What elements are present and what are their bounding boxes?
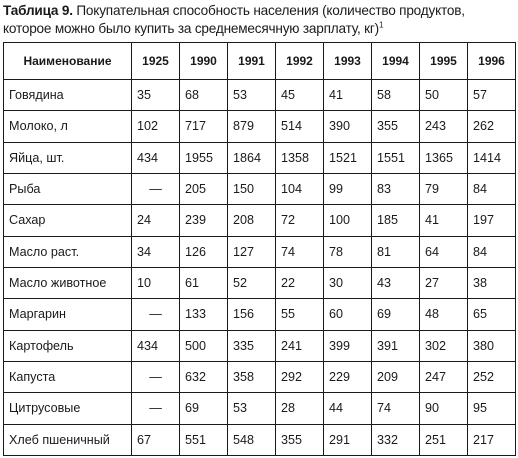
column-header-year: 1994	[372, 43, 420, 80]
value-cell: 34	[132, 236, 180, 267]
value-cell: 67	[132, 424, 180, 455]
table-row	[4, 393, 516, 424]
column-header-name: Наименование	[4, 43, 132, 80]
table-row	[4, 205, 516, 236]
value-cell: 28	[276, 393, 324, 424]
product-name-cell: Капуста	[4, 361, 132, 392]
value-cell: 197	[468, 205, 516, 236]
value-cell: 95	[468, 393, 516, 424]
value-cell: 1358	[276, 142, 324, 173]
value-cell: 126	[180, 236, 228, 267]
value-cell: 61	[180, 267, 228, 298]
value-cell: 58	[372, 80, 420, 111]
value-cell: 292	[276, 361, 324, 392]
value-cell: —	[132, 361, 180, 392]
value-cell: 217	[468, 424, 516, 455]
column-header-year: 1996	[468, 43, 516, 80]
value-cell: 57	[468, 80, 516, 111]
value-cell: 335	[228, 330, 276, 361]
value-cell: 355	[276, 424, 324, 455]
value-cell: 99	[324, 173, 372, 204]
table-row	[4, 111, 516, 142]
value-cell: 551	[180, 424, 228, 455]
product-name-cell: Картофель	[4, 330, 132, 361]
column-header-year: 1991	[228, 43, 276, 80]
value-cell: 48	[420, 299, 468, 330]
product-name-cell: Масло животное	[4, 267, 132, 298]
product-name-cell: Яйца, шт.	[4, 142, 132, 173]
value-cell: 332	[372, 424, 420, 455]
value-cell: 1864	[228, 142, 276, 173]
column-header-year: 1925	[132, 43, 180, 80]
value-cell: 514	[276, 111, 324, 142]
value-cell: 84	[468, 173, 516, 204]
product-name-cell: Хлеб пшеничный	[4, 424, 132, 455]
table-row	[4, 142, 516, 173]
value-cell: 10	[132, 267, 180, 298]
value-cell: 1365	[420, 142, 468, 173]
product-name-cell: Рыба	[4, 173, 132, 204]
column-header-year: 1995	[420, 43, 468, 80]
footnote-marker: 1	[378, 20, 384, 30]
value-cell: 380	[468, 330, 516, 361]
value-cell: 78	[324, 236, 372, 267]
value-cell: —	[132, 173, 180, 204]
value-cell: 24	[132, 205, 180, 236]
value-cell: 632	[180, 361, 228, 392]
value-cell: 90	[420, 393, 468, 424]
product-name-cell: Маргарин	[4, 299, 132, 330]
value-cell: 104	[276, 173, 324, 204]
value-cell: 68	[180, 80, 228, 111]
value-cell: 35	[132, 80, 180, 111]
value-cell: 41	[420, 205, 468, 236]
value-cell: 50	[420, 80, 468, 111]
value-cell: 100	[324, 205, 372, 236]
value-cell: 247	[420, 361, 468, 392]
value-cell: —	[132, 393, 180, 424]
table-row	[4, 424, 516, 455]
value-cell: 81	[372, 236, 420, 267]
value-cell: 64	[420, 236, 468, 267]
table-body	[4, 80, 516, 456]
value-cell: 399	[324, 330, 372, 361]
value-cell: 358	[228, 361, 276, 392]
column-header-year: 1993	[324, 43, 372, 80]
value-cell: 717	[180, 111, 228, 142]
value-cell: 434	[132, 330, 180, 361]
value-cell: 38	[468, 267, 516, 298]
value-cell: 229	[324, 361, 372, 392]
value-cell: 41	[324, 80, 372, 111]
value-cell: 209	[372, 361, 420, 392]
value-cell: 69	[180, 393, 228, 424]
value-cell: 65	[468, 299, 516, 330]
table-row	[4, 267, 516, 298]
value-cell: 43	[372, 267, 420, 298]
value-cell: 1521	[324, 142, 372, 173]
value-cell: 208	[228, 205, 276, 236]
value-cell: 251	[420, 424, 468, 455]
value-cell: 83	[372, 173, 420, 204]
product-name-cell: Говядина	[4, 80, 132, 111]
value-cell: 150	[228, 173, 276, 204]
product-name-cell: Цитрусовые	[4, 393, 132, 424]
value-cell: 53	[228, 393, 276, 424]
value-cell: 879	[228, 111, 276, 142]
value-cell: 44	[324, 393, 372, 424]
table-caption	[3, 2, 515, 38]
value-cell: 434	[132, 142, 180, 173]
purchasing-power-table	[3, 42, 516, 456]
value-cell: 53	[228, 80, 276, 111]
product-name-cell: Масло раст.	[4, 236, 132, 267]
value-cell: 302	[420, 330, 468, 361]
value-cell: 390	[324, 111, 372, 142]
value-cell: 291	[324, 424, 372, 455]
value-cell: 102	[132, 111, 180, 142]
value-cell: 355	[372, 111, 420, 142]
value-cell: 22	[276, 267, 324, 298]
table-row	[4, 236, 516, 267]
value-cell: 45	[276, 80, 324, 111]
value-cell: 500	[180, 330, 228, 361]
table-row	[4, 80, 516, 111]
value-cell: 1414	[468, 142, 516, 173]
value-cell: 1955	[180, 142, 228, 173]
table-row	[4, 299, 516, 330]
value-cell: 243	[420, 111, 468, 142]
table-row	[4, 173, 516, 204]
value-cell: 205	[180, 173, 228, 204]
value-cell: 127	[228, 236, 276, 267]
value-cell: 133	[180, 299, 228, 330]
value-cell: 27	[420, 267, 468, 298]
column-header-year: 1992	[276, 43, 324, 80]
table-number: Таблица 9.	[3, 3, 73, 18]
header-row	[4, 43, 516, 80]
value-cell: 52	[228, 267, 276, 298]
value-cell: 548	[228, 424, 276, 455]
value-cell: 84	[468, 236, 516, 267]
value-cell: 60	[324, 299, 372, 330]
value-cell: 55	[276, 299, 324, 330]
value-cell: 79	[420, 173, 468, 204]
table-row	[4, 361, 516, 392]
value-cell: 241	[276, 330, 324, 361]
value-cell: 72	[276, 205, 324, 236]
value-cell: 30	[324, 267, 372, 298]
value-cell: 156	[228, 299, 276, 330]
value-cell: 74	[276, 236, 324, 267]
value-cell: 69	[372, 299, 420, 330]
value-cell: 252	[468, 361, 516, 392]
value-cell: 74	[372, 393, 420, 424]
product-name-cell: Молоко, л	[4, 111, 132, 142]
caption-text: Покупательная способность населения (количество продуктов, которое можно было купить за среднемесячную зарплату, кг)	[3, 3, 465, 36]
column-header-year: 1990	[180, 43, 228, 80]
value-cell: 185	[372, 205, 420, 236]
value-cell: 239	[180, 205, 228, 236]
value-cell: —	[132, 299, 180, 330]
value-cell: 262	[468, 111, 516, 142]
value-cell: 391	[372, 330, 420, 361]
value-cell: 1551	[372, 142, 420, 173]
table-row	[4, 330, 516, 361]
product-name-cell: Сахар	[4, 205, 132, 236]
